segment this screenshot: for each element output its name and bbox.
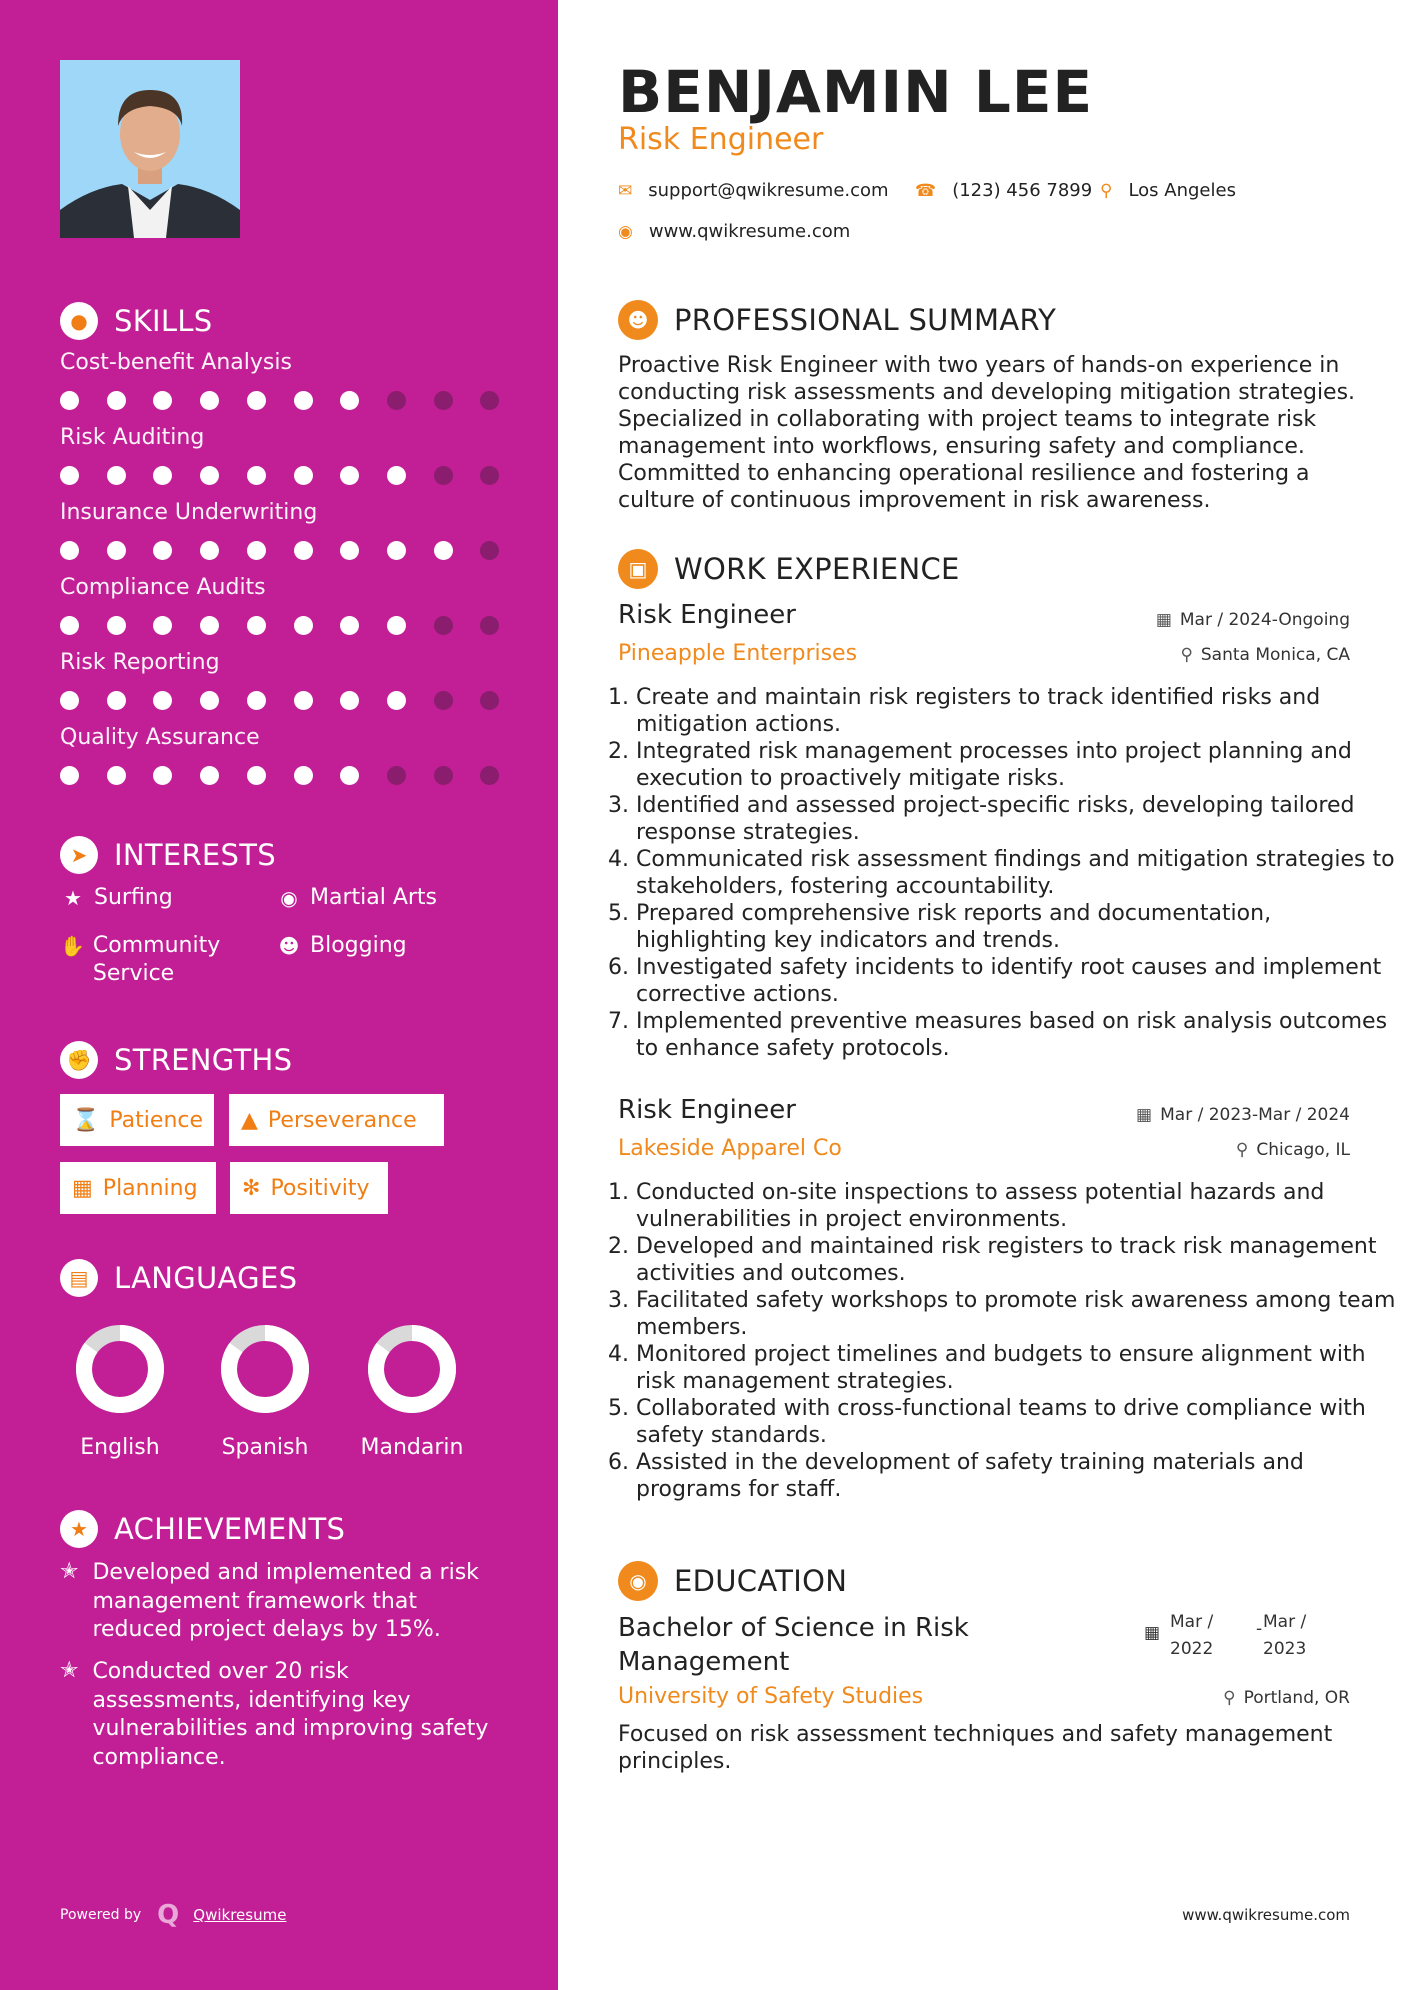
skill-dot-filled xyxy=(434,541,453,560)
skill-dot-empty xyxy=(387,766,406,785)
skill-name: Cost-benefit Analysis xyxy=(60,350,292,375)
skill-dot-filled xyxy=(294,391,313,410)
skill-dot-empty xyxy=(434,616,453,635)
skill-dot-filled xyxy=(387,691,406,710)
candidate-name: BENJAMIN LEE xyxy=(618,58,1094,126)
job-location-text: Chicago, IL xyxy=(1256,1140,1350,1160)
education-degree: Bachelor of Science in Risk Management xyxy=(618,1613,969,1677)
achievement-item xyxy=(60,1559,500,1645)
chair-icon: ▣ xyxy=(618,549,658,589)
achievement-text: Developed and implemented a risk management framework that reduced project delays by 15%. xyxy=(92,1560,479,1642)
candidate-role: Risk Engineer xyxy=(618,122,824,157)
skill-name: Risk Reporting xyxy=(60,650,220,675)
skill-dot-filled xyxy=(340,466,359,485)
email-text[interactable]: support@qwikresume.com xyxy=(648,180,889,201)
skill-dot-filled xyxy=(107,766,126,785)
skill-dot-filled xyxy=(107,466,126,485)
qwikresume-logo-icon: Q xyxy=(157,1900,180,1930)
avatar xyxy=(60,60,240,238)
strength-badge xyxy=(230,1162,388,1214)
strength-badge xyxy=(60,1162,216,1214)
brand-link[interactable]: Qwikresume xyxy=(193,1906,287,1924)
lightbulb-icon: ● xyxy=(60,302,98,340)
duty-item: 3. Identified and assessed project-specific risks, developing tailored response strategies. xyxy=(636,792,1396,846)
duty-item: 1. Conducted on-site inspections to assess potential hazards and vulnerabilities in project environments. xyxy=(636,1179,1396,1233)
job-title: Risk Engineer xyxy=(618,600,796,630)
language-name: Spanish xyxy=(221,1435,309,1460)
user-icon: ☻ xyxy=(618,300,658,340)
skill-item xyxy=(60,350,500,411)
interest-item xyxy=(276,884,437,912)
skill-dot-filled xyxy=(153,766,172,785)
language-item xyxy=(50,1325,190,1460)
achievements-title: ACHIEVEMENTS xyxy=(114,1512,346,1546)
language-donut xyxy=(221,1325,309,1413)
education-school: University of Safety Studies xyxy=(618,1684,924,1709)
skill-dot-filled xyxy=(200,616,219,635)
skill-dot-filled xyxy=(247,391,266,410)
skill-dot-empty xyxy=(387,391,406,410)
skill-rating xyxy=(60,616,500,636)
phone-text: (123) 456 7899 xyxy=(952,180,1093,201)
duty-item: 3. Facilitated safety workshops to promote risk awareness among team members. xyxy=(636,1287,1396,1341)
skill-name: Risk Auditing xyxy=(60,425,205,450)
skill-dot-filled xyxy=(247,616,266,635)
main-content xyxy=(558,0,1407,1990)
language-donut xyxy=(76,1325,164,1413)
skill-dot-filled xyxy=(107,541,126,560)
language-item xyxy=(342,1325,482,1460)
contact-website xyxy=(618,221,850,242)
skill-dot-filled xyxy=(60,691,79,710)
skill-dot-empty xyxy=(434,766,453,785)
languages-title: LANGUAGES xyxy=(114,1261,298,1295)
job-dates-text: Mar / 2023-Mar / 2024 xyxy=(1160,1105,1350,1125)
strength-label: Planning xyxy=(102,1175,198,1201)
duty-item: 4. Communicated risk assessment findings and mitigation strategies to stakeholders, fostering accountability. xyxy=(636,846,1396,900)
skill-dot-filled xyxy=(294,541,313,560)
skill-dot-filled xyxy=(60,391,79,410)
skill-dot-filled xyxy=(340,616,359,635)
summary-heading xyxy=(618,300,1056,340)
skill-name: Compliance Audits xyxy=(60,575,266,600)
skill-rating xyxy=(60,391,500,411)
skill-item xyxy=(60,500,500,561)
skill-rating xyxy=(60,766,500,786)
language-name: English xyxy=(80,1435,160,1460)
skills-title: SKILLS xyxy=(114,304,213,338)
calendar-icon: ▦ xyxy=(1155,610,1172,630)
pin-icon: ⚲ xyxy=(1180,645,1193,665)
skill-name: Insurance Underwriting xyxy=(60,500,318,525)
skill-item xyxy=(60,575,500,636)
skill-dot-filled xyxy=(200,766,219,785)
skill-dot-filled xyxy=(153,391,172,410)
skill-dot-filled xyxy=(247,766,266,785)
interest-label: Blogging xyxy=(310,933,407,958)
footer-website[interactable]: www.qwikresume.com xyxy=(1182,1906,1350,1924)
skill-dot-filled xyxy=(294,616,313,635)
skill-rating xyxy=(60,466,500,486)
skill-dot-empty xyxy=(480,466,499,485)
education-heading xyxy=(618,1561,847,1601)
envelope-icon: ✉ xyxy=(618,180,633,201)
skill-dot-filled xyxy=(247,691,266,710)
job-location xyxy=(1180,645,1350,665)
sidebar xyxy=(0,0,558,1990)
experience-title: WORK EXPERIENCE xyxy=(674,552,960,586)
contact-phone xyxy=(915,180,1092,201)
duty-item: 5. Collaborated with cross-functional teams to drive compliance with safety standards. xyxy=(636,1395,1396,1449)
skills-heading xyxy=(60,302,213,340)
phone-icon: ☎ xyxy=(915,180,937,201)
skill-dot-empty xyxy=(480,616,499,635)
languages-heading xyxy=(60,1259,297,1297)
interest-label: Martial Arts xyxy=(310,885,438,910)
education-end: Mar / 2023 xyxy=(1263,1612,1307,1659)
hourglass-icon: ⌛ xyxy=(72,1107,100,1133)
strength-label: Patience xyxy=(109,1107,204,1133)
education-title: EDUCATION xyxy=(674,1564,848,1598)
interest-item xyxy=(276,932,407,960)
skill-dot-filled xyxy=(200,391,219,410)
skill-dot-filled xyxy=(153,691,172,710)
skill-dot-filled xyxy=(60,616,79,635)
skill-dot-filled xyxy=(60,766,79,785)
powered-by-label: Powered by xyxy=(60,1907,142,1923)
duty-item: 1. Create and maintain risk registers to track identified risks and mitigation actions. xyxy=(636,684,1396,738)
education-start: Mar / 2022 xyxy=(1170,1612,1214,1659)
duty-item: 6. Assisted in the development of safety training materials and programs for staff. xyxy=(636,1449,1396,1503)
skill-dot-filled xyxy=(107,691,126,710)
job-dates xyxy=(1136,1105,1350,1125)
skill-dot-filled xyxy=(340,541,359,560)
road-icon: ▲ xyxy=(241,1107,258,1133)
interests-title: INTERESTS xyxy=(114,838,276,872)
skill-item xyxy=(60,725,500,786)
education-description: Focused on risk assessment techniques and safety management principles. xyxy=(618,1722,1333,1774)
fist-icon: ✊ xyxy=(60,1041,98,1079)
skill-dot-filled xyxy=(294,691,313,710)
calendar-icon: ▦ xyxy=(72,1175,93,1201)
paper-plane-icon: ➤ xyxy=(60,836,98,874)
skill-dot-empty xyxy=(480,691,499,710)
pin-icon: ⚲ xyxy=(1223,1688,1236,1708)
strength-label: Positivity xyxy=(270,1175,370,1201)
skill-dot-empty xyxy=(480,766,499,785)
skill-dot-filled xyxy=(340,691,359,710)
duty-item: 4. Monitored project timelines and budgets to ensure alignment with risk management strategies. xyxy=(636,1341,1396,1395)
skill-dot-filled xyxy=(294,466,313,485)
skill-dot-filled xyxy=(340,391,359,410)
skill-dot-empty xyxy=(434,466,453,485)
education-location xyxy=(1223,1688,1350,1708)
powered-by xyxy=(60,1900,286,1930)
globe-icon: ◉ xyxy=(618,221,633,242)
skill-dot-filled xyxy=(153,541,172,560)
language-item xyxy=(195,1325,335,1460)
skill-rating xyxy=(60,691,500,711)
star-badge-icon: ★ xyxy=(60,1510,98,1548)
skill-dot-filled xyxy=(107,616,126,635)
skill-dot-filled xyxy=(387,616,406,635)
skill-dot-filled xyxy=(153,616,172,635)
skill-dot-empty xyxy=(434,691,453,710)
duty-item: 7. Implemented preventive measures based on risk analysis outcomes to enhance safety protocols. xyxy=(636,1008,1396,1062)
skill-dot-filled xyxy=(60,466,79,485)
skill-dot-filled xyxy=(153,466,172,485)
skill-dot-empty xyxy=(480,541,499,560)
map-pin-icon: ⚲ xyxy=(1100,180,1113,201)
graduation-cap-icon: ◉ xyxy=(618,1561,658,1601)
education-location-text: Portland, OR xyxy=(1243,1688,1350,1708)
spinner-icon: ✻ xyxy=(242,1175,261,1201)
interest-label: Community Service xyxy=(92,933,221,986)
skill-dot-filled xyxy=(200,691,219,710)
skill-dot-filled xyxy=(387,541,406,560)
skill-dot-filled xyxy=(247,541,266,560)
avatar-illustration xyxy=(60,60,240,238)
skill-dot-filled xyxy=(387,466,406,485)
duty-item: 6. Investigated safety incidents to identify root causes and implement corrective actions. xyxy=(636,954,1396,1008)
skill-dot-filled xyxy=(200,541,219,560)
skill-dot-filled xyxy=(107,391,126,410)
interest-item xyxy=(60,932,240,988)
skill-dot-filled xyxy=(247,466,266,485)
duty-item: 2. Integrated risk management processes into project planning and execution to proactively mitigate risks. xyxy=(636,738,1396,792)
skill-dot-empty xyxy=(434,391,453,410)
skill-item xyxy=(60,650,500,711)
summary-text: Proactive Risk Engineer with two years of hands-on experience in conducting risk assessments and developing mitigation strategies. Specialized in collaborating with project teams to integrate risk management into workflows, ensuring safety and compliance. Committed to enhancing operational resilience and fostering a culture of continuous improvement in risk awareness. xyxy=(618,353,1356,513)
users-icon: ☻ xyxy=(278,934,300,958)
website-text[interactable]: www.qwikresume.com xyxy=(648,221,851,242)
contact-email xyxy=(618,180,889,201)
strength-badge xyxy=(229,1094,444,1146)
achievement-text: Conducted over 20 risk assessments, identifying key vulnerabilities and improving safety compliance. xyxy=(92,1659,489,1770)
achievement-item xyxy=(60,1658,500,1772)
strength-badge xyxy=(60,1094,214,1146)
skill-dot-filled xyxy=(200,466,219,485)
strength-label: Perseverance xyxy=(267,1107,417,1133)
interest-label: Surfing xyxy=(94,885,173,910)
location-text: Los Angeles xyxy=(1128,180,1236,201)
job-title: Risk Engineer xyxy=(618,1095,796,1125)
job-company: Pineapple Enterprises xyxy=(618,641,858,666)
strengths-heading xyxy=(60,1041,292,1079)
duty-item: 5. Prepared comprehensive risk reports and documentation, highlighting key indicators and trends. xyxy=(636,900,1396,954)
job-dates-text: Mar / 2024-Ongoing xyxy=(1179,610,1350,630)
interest-item xyxy=(60,884,173,912)
language-name: Mandarin xyxy=(360,1435,464,1460)
achievements-heading xyxy=(60,1510,345,1548)
skill-dot-filled xyxy=(340,766,359,785)
summary-title: PROFESSIONAL SUMMARY xyxy=(674,303,1057,337)
skill-dot-filled xyxy=(294,766,313,785)
skill-rating xyxy=(60,541,500,561)
language-icon: ▤ xyxy=(60,1259,98,1297)
strengths-title: STRENGTHS xyxy=(114,1043,293,1077)
star-icon: ✭ xyxy=(60,1658,79,1683)
job-duties xyxy=(618,1179,1396,1503)
skill-name: Quality Assurance xyxy=(60,725,260,750)
pin-icon: ⚲ xyxy=(1235,1140,1249,1160)
contact-location xyxy=(1100,180,1236,201)
education-date-separator: - xyxy=(1256,1619,1263,1639)
job-dates xyxy=(1156,610,1350,630)
duty-item: 2. Developed and maintained risk registers to track risk management activities and outcomes. xyxy=(636,1233,1396,1287)
job-company: Lakeside Apparel Co xyxy=(618,1136,842,1161)
experience-heading xyxy=(618,549,960,589)
job-location xyxy=(1236,1140,1350,1160)
skill-dot-filled xyxy=(60,541,79,560)
globe-icon: ◉ xyxy=(280,886,298,910)
star-icon: ★ xyxy=(64,886,82,910)
interests-heading xyxy=(60,836,276,874)
job-location-text: Santa Monica, CA xyxy=(1200,645,1350,665)
skill-dot-empty xyxy=(480,391,499,410)
calendar-icon: ▦ xyxy=(1144,1623,1161,1643)
language-donut xyxy=(368,1325,456,1413)
calendar-icon: ▦ xyxy=(1136,1105,1153,1125)
job-duties xyxy=(618,684,1396,1062)
hand-icon: ✋ xyxy=(60,934,85,958)
star-icon: ✭ xyxy=(60,1559,79,1584)
skill-item xyxy=(60,425,500,486)
